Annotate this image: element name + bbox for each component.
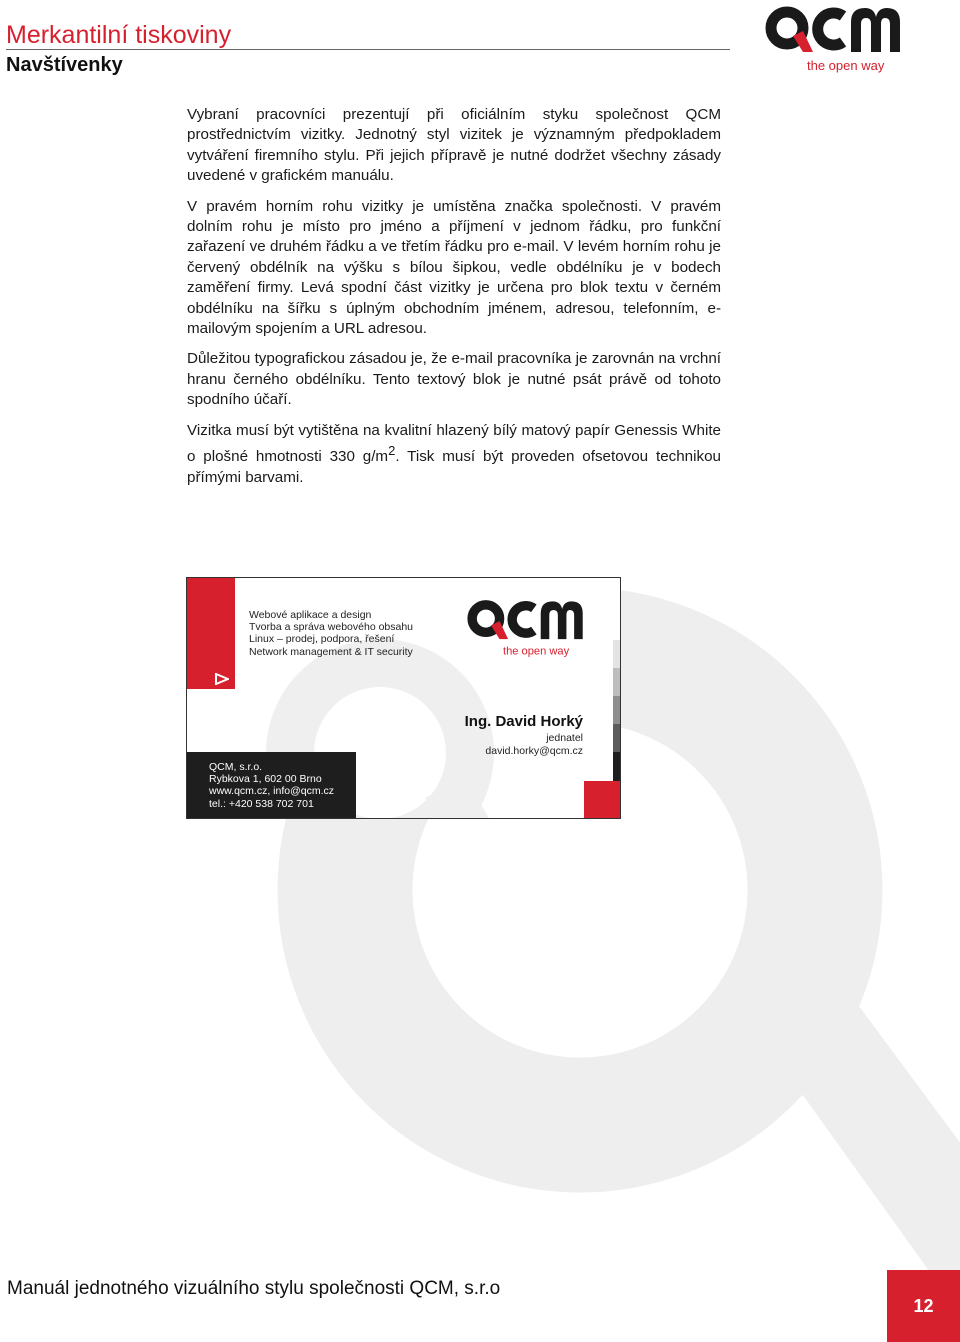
business-card: [186, 577, 621, 819]
page-header: [6, 20, 730, 78]
grey-scale-bar: [613, 640, 621, 668]
person-name: Ing. David Horký: [464, 713, 583, 730]
page-title: Merkantilní tiskoviny: [6, 21, 232, 49]
card-red-square: [584, 781, 621, 819]
paragraph-3: Důležitou typografickou zásadou je, že e-mail pracovníka je zarovnán na vrchní hranu černého obdélníku. Tento textový blok je nutné psát právě od tohoto spodního účaří.: [187, 350, 721, 409]
company-line: www.qcm.cz, info@qcm.cz: [209, 785, 335, 798]
paragraph-2: V pravém horním rohu vizitky je umístěna značka společnosti. V pravém dolním rohu je místo pro jméno a příjmení v jednom řádku, pro funkční zařazení ve druhém řádku a ve třetím řádku pro e-mail. V levém horním rohu je červený obdélník na výšku s bílou šipkou, vedle obdélníku je v bodech zaměření firmy. Levá spodní část vizitky je určena pro blok textu v černém obdélníku na šířku s úplným obchodním jménem, adresou, telefonním, e-mailovým spojením a URL adresou.: [187, 197, 721, 338]
service-item: Webové aplikace a design: [249, 609, 372, 621]
person-email: david.horky@qcm.cz: [485, 744, 583, 757]
paragraph-1: Vybraní pracovníci prezentují při oficiálním styku společnost QCM prostřednictvím vizitky. Jednotný styl vizitek je významným předpokladem vytváření firemního stylu. Při jejich přípravě je nutné dodržet všechny zásady uvedené v grafickém manuálu.: [187, 106, 721, 185]
page-subtitle: Navštívenky: [6, 54, 123, 76]
arrow-right-icon: [215, 673, 229, 685]
company-line: QCM, s.r.o.: [209, 761, 263, 773]
qcm-logo-icon: [765, 2, 905, 76]
service-item: Linux – prodej, podpora, řešení: [249, 633, 395, 646]
service-item: Tvorba a správa webového obsahu: [249, 621, 414, 634]
card-company-block: [187, 752, 356, 819]
header-divider: [6, 49, 730, 50]
service-item: Network management & IT security: [249, 645, 413, 658]
card-qcm-logo-icon: [467, 596, 587, 660]
footer-text: Manuál jednotného vizuálního stylu společnosti QCM, s.r.o: [7, 1278, 501, 1299]
card-logo-tagline: the open way: [503, 645, 570, 658]
grey-scale-bar: [613, 752, 621, 781]
grey-scale-bar: [613, 668, 621, 696]
body-text: [187, 105, 721, 498]
grey-scale-bar: [613, 724, 621, 752]
page-number: 12: [887, 1270, 960, 1342]
card-services: [249, 609, 413, 658]
paragraph-4: Vizitka musí být vytištěna na kvalitní hlazený bílý matový papír Genessis White o plošné hmotnosti 330 $g/m^2$. Tisk musí být proveden ofsetovou technikou přímými barvami.: [187, 421, 721, 486]
grey-scale-bar: [613, 696, 621, 724]
company-line: Rybkova 1, 602 00 Brno: [209, 773, 322, 786]
logo-tagline: the open way: [807, 58, 885, 73]
company-line: tel.: +420 538 702 701: [209, 797, 314, 810]
card-person: [465, 712, 583, 757]
person-position: jednatel: [546, 732, 583, 744]
